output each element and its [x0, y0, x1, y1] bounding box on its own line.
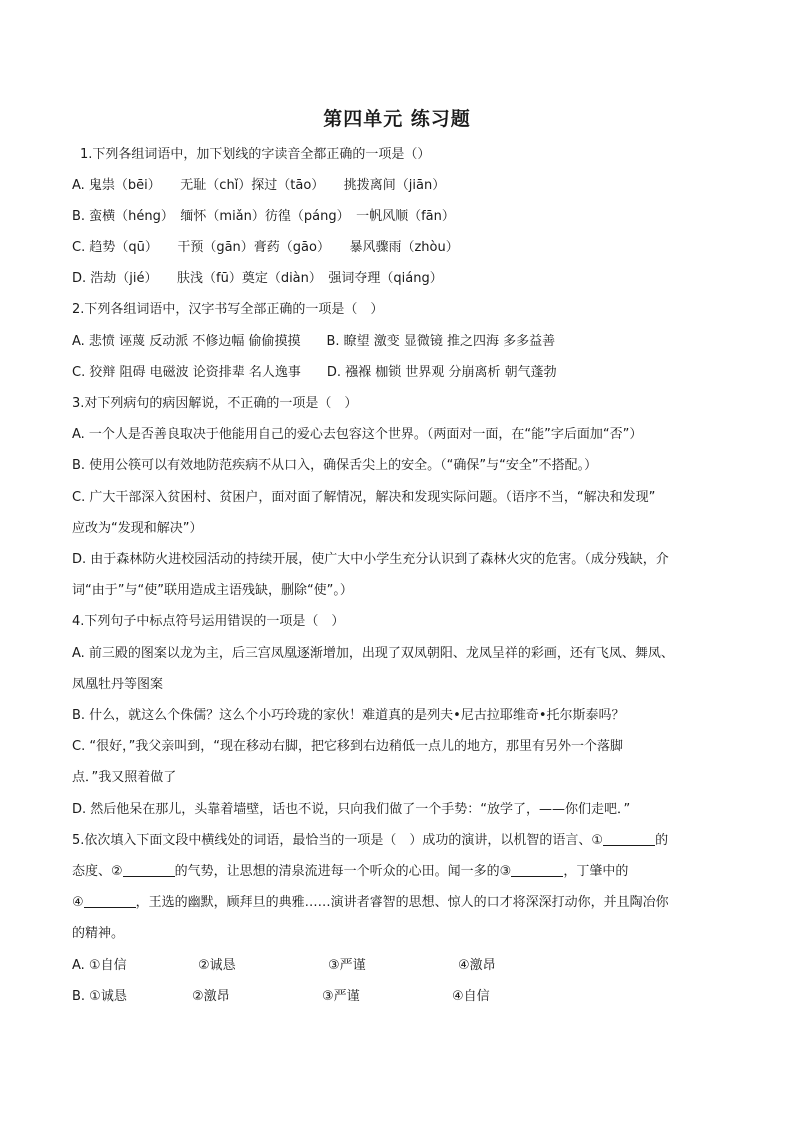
question-1-stem: 1.下列各组词语中，加下划线的字读音全都正确的一项是（） — [80, 147, 431, 162]
q5-text: ，丁肇中的 — [563, 864, 629, 879]
question-5-stem-line1 — [72, 832, 732, 850]
question-4-option-c: C. “很好，”我父亲叫到，“现在移动右脚，把它移到右边稍低一点儿的地方，那里有另外一个落脚 — [72, 739, 624, 754]
question-5-option-a — [72, 957, 732, 975]
question-4-stem: 4.下列句子中标点符号运用错误的一项是（ ） — [72, 614, 345, 629]
question-5-stem-line2 — [72, 863, 732, 881]
q5-text: 的 — [655, 833, 669, 848]
q5-text: ，王选的幽默，顾拜旦的典雅……演讲者睿智的思想、惊人的口才将深深打动你，并且陶冶你 — [135, 895, 669, 910]
option-item: ②诚恳 — [198, 958, 236, 973]
question-3-option-d: D. 由于森林防火进校园活动的持续开展，使广大中小学生充分认识到了森林火灾的危害。（成分残缺，介 — [72, 552, 669, 567]
blank-3 — [511, 864, 563, 877]
q5-text: 态度、② — [72, 864, 123, 879]
q5-text: ④ — [72, 895, 84, 910]
option-label: A. ①自信 — [72, 958, 127, 973]
option-item: ②激昂 — [192, 989, 230, 1004]
blank-2 — [123, 864, 175, 877]
question-5-option-b — [72, 988, 732, 1006]
question-1-option-a: A. 鬼祟（bēi） 无耻（chǐ）探过（tāo） 挑拨离间（jiān） — [72, 178, 446, 193]
question-3-option-d-cont: 词“由于”与“使”联用造成主语残缺，删除“使”。） — [72, 583, 353, 598]
question-2-stem: 2.下列各组词语中，汉字书写全部正确的一项是（ ） — [72, 302, 384, 317]
question-4-option-c-cont: 点．”我又照着做了 — [72, 770, 177, 785]
question-1-option-d: D. 浩劫（jié） 肤浅（fū）奠定（diàn） 强词夺理（qiáng） — [72, 271, 443, 286]
q5-text: 的气势，让思想的清泉流进每一个听众的心田。闻一多的③ — [174, 864, 512, 879]
blank-4 — [84, 895, 136, 908]
option-item: ④激昂 — [458, 958, 496, 973]
option-item: ③严谨 — [328, 958, 366, 973]
blank-1 — [603, 833, 655, 846]
question-3-stem: 3.对下列病句的病因解说，不正确的一项是（ ） — [72, 396, 358, 411]
question-2-options-cd: C. 狡辩 阻碍 电磁波 论资排辈 名人逸事 D. 襁褓 枷锁 世界观 分崩离析 朝气蓬勃 — [72, 365, 557, 380]
question-5-stem-line4: 的精神。 — [72, 926, 125, 941]
question-2-options-ab: A. 悲愤 诬蔑 反动派 不修边幅 偷偷摸摸 B. 瞭望 激变 显微镜 推之四海 多多益善 — [72, 334, 556, 349]
question-1-option-b: B. 蛮横（héng） 缅怀（miǎn）彷徨（páng） 一帆风顺（fān） — [72, 209, 455, 224]
option-item: ③严谨 — [322, 989, 360, 1004]
question-4-option-a: A. 前三殿的图案以龙为主，后三宫凤凰逐渐增加，出现了双凤朝阳、龙凤呈祥的彩画，还有飞凤、舞凤、 — [72, 646, 674, 661]
question-5-stem-line3 — [72, 894, 732, 912]
question-1-option-c: C. 趋势（qū） 干预（gān）膏药（gāo） 暴风骤雨（zhòu） — [72, 240, 459, 255]
question-4-option-d: D. 然后他呆在那儿，头靠着墙壁，话也不说，只向我们做了一个手势：“放学了，——你们走吧．” — [72, 802, 631, 817]
option-label: B. ①诚恳 — [72, 989, 127, 1004]
question-3-option-b: B. 使用公筷可以有效地防范疾病不从口入，确保舌尖上的安全。（“确保”与“安全”不搭配。） — [72, 458, 598, 473]
option-item: ④自信 — [452, 989, 490, 1004]
page-title: 第四单元 练习题 — [323, 108, 471, 130]
question-3-option-a: A. 一个人是否善良取决于他能用自己的爱心去包容这个世界。（两面对一面，在“能”字后面加“否”） — [72, 427, 643, 442]
question-4-option-b: B. 什么，就这么个侏儒？这么个小巧玲珑的家伙！难道真的是列夫•尼古拉耶维奇•托尔斯泰吗？ — [72, 708, 625, 723]
question-3-option-c-cont: 应改为“发现和解决”） — [72, 521, 203, 536]
question-4-option-a-cont: 凤凰牡丹等图案 — [72, 677, 164, 692]
question-3-option-c: C. 广大干部深入贫困村、贫困户，面对面了解情况，解决和发现实际问题。（语序不当，“解决和发现” — [72, 490, 656, 505]
q5-text: 5.依次填入下面文段中横线处的词语，最恰当的一项是（ ）成功的演讲，以机智的语言、① — [72, 833, 604, 848]
